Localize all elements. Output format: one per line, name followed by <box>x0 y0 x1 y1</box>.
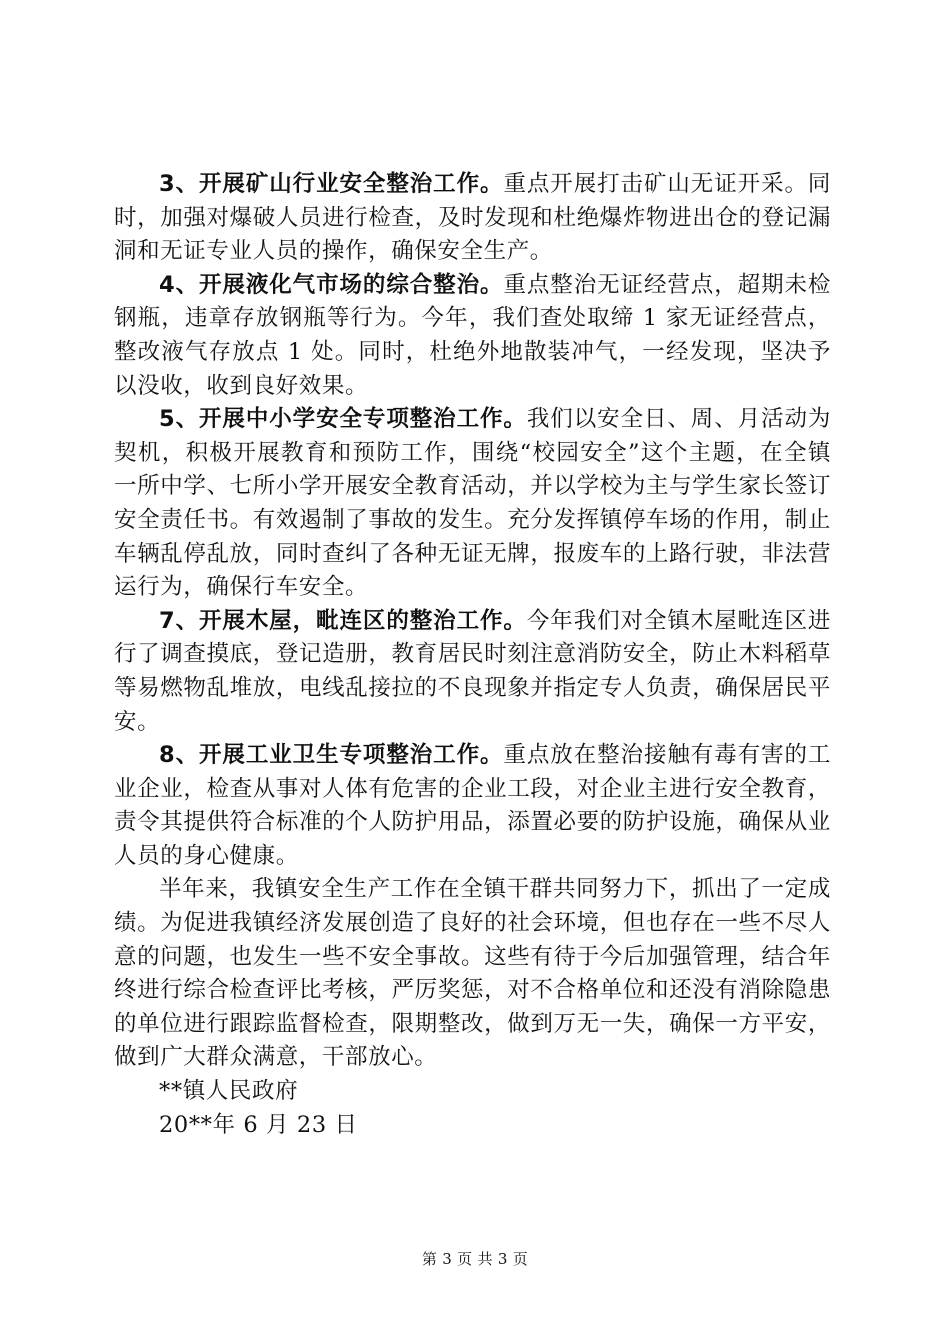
paragraph-summary <box>114 873 831 1075</box>
paragraph-heading: 5、开展中小学安全专项整治工作。 <box>159 406 527 433</box>
paragraph-heading: 3、开展矿山行业安全整治工作。 <box>159 171 504 197</box>
paragraph-lpg-market <box>114 269 831 403</box>
signature-org: **镇人民政府 <box>159 1078 299 1105</box>
paragraph-heading: 7、开展木屋，毗连区的整治工作。 <box>159 607 527 634</box>
page-number-footer: 第 3 页 共 3 页 <box>421 1250 529 1268</box>
paragraph-text: 我们以安全日、周、月活动为契机，积极开展教育和预防工作，围绕“校园安全”这个主题，在全镇一所中学、七所小学开展安全教育活动，并以学校为主与学生家长签订安全责任书。有效遏制了事故的发生。充分发挥镇停车场的作用，制止车辆乱停乱放，同时查纠了各种无证无牌，报废车的上路行驶，非法营运行为，确保行车安全。 <box>114 406 831 601</box>
signature-date: 20**年 6 月 23 日 <box>159 1111 358 1138</box>
paragraph-text: 重点放在整治接触有毒有害的工业企业，检查从事对人体有危害的企业工段，对企业主进行安全教育，责令其提供符合标准的个人防护用品，添置必要的防护设施，确保从业人员的身心健康。 <box>114 742 832 869</box>
paragraph-text: 今年我们对全镇木屋毗连区进行了调查摸底，登记造册，教育居民时刻注意消防安全，防止木料稻草等易燃物乱堆放，电线乱接拉的不良现象并指定专人负责，确保居民平安。 <box>114 607 831 735</box>
paragraph-heading: 8、开展工业卫生专项整治工作。 <box>159 742 504 769</box>
paragraph-industrial-hygiene <box>114 739 831 873</box>
paragraph-text: 重点开展打击矿山无证开采。同时，加强对爆破人员进行检查，及时发现和杜绝爆炸物进出仓的登记漏洞和无证专业人员的操作，确保安全生产。 <box>114 171 832 265</box>
paragraph-mining-safety <box>114 168 831 269</box>
document-body <box>114 168 831 1142</box>
paragraph-text: 重点整治无证经营点，超期未检钢瓶，违章存放钢瓶等行为。今年，我们查处取缔 1 家无证经营点，整改液气存放点 1 处。同时，杜绝外地散装冲气，一经发现，坚决予以没收，收到良好效果。 <box>114 271 832 399</box>
paragraph-school-safety <box>114 403 831 605</box>
paragraph-wooden-houses <box>114 605 831 739</box>
paragraph-text: 半年来，我镇安全生产工作在全镇干群共同努力下，抓出了一定成绩。为促进我镇经济发展创造了良好的社会环境，但也存在一些不尽人意的问题，也发生一些不安全事故。这些有待于今后加强管理，结合年终进行综合检查评比考核，严厉奖惩，对不合格单位和还没有消除隐患的单位进行跟踪监督检查，限期整改，做到万无一失，确保一方平安，做到广大群众满意，干部放心。 <box>114 876 831 1071</box>
paragraph-heading: 4、开展液化气市场的综合整治。 <box>159 271 504 298</box>
